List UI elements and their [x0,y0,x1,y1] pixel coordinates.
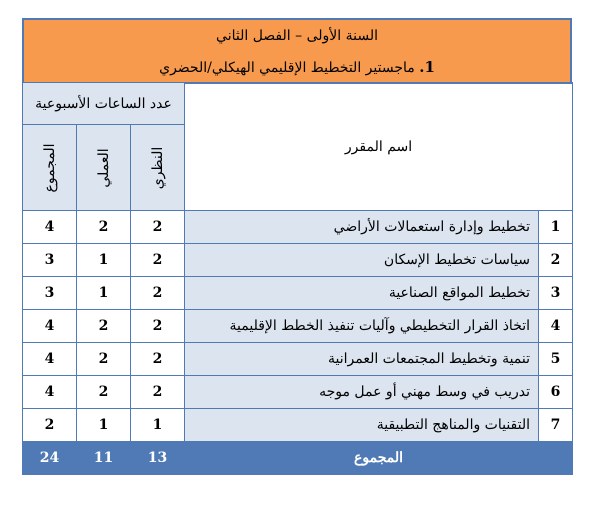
table-row [23,310,573,343]
row-total: 4 [23,376,77,409]
row-total: 2 [23,409,77,442]
practical-total: 11 [77,442,131,475]
row-total: 3 [23,277,77,310]
course-name-header: اسم المقرر [185,83,573,211]
row-theory: 2 [131,211,185,244]
row-practical: 1 [77,244,131,277]
table-row [23,376,573,409]
practical-column-header: العملي [77,125,131,211]
row-course-name: التقنيات والمناهج التطبيقية [185,409,539,442]
row-practical: 2 [77,376,131,409]
table-row [23,343,573,376]
row-index: 3 [539,277,573,310]
totals-row [23,442,573,475]
courses-table [22,82,573,475]
row-theory: 2 [131,310,185,343]
program-title [24,58,570,76]
table-row [23,211,573,244]
weekly-hours-header: عدد الساعات الأسبوعية [23,83,185,125]
table-row [23,277,573,310]
row-practical: 2 [77,343,131,376]
row-total: 4 [23,310,77,343]
row-course-name: تخطيط المواقع الصناعية [185,277,539,310]
row-index: 4 [539,310,573,343]
row-course-name: تنمية وتخطيط المجتمعات العمرانية [185,343,539,376]
semester-title: السنة الأولى – الفصل الثاني [216,28,378,44]
row-theory: 2 [131,277,185,310]
row-total: 4 [23,211,77,244]
grand-total: 24 [23,442,77,475]
theory-column-header: النظري [131,125,185,211]
row-course-name: تخطيط وإدارة استعمالات الأراضي [185,211,539,244]
row-index: 7 [539,409,573,442]
program-name: ماجستير التخطيط الإقليمي الهيكلي/الحضري [159,60,415,76]
row-index: 6 [539,376,573,409]
row-index: 5 [539,343,573,376]
row-practical: 1 [77,277,131,310]
table-row [23,244,573,277]
theory-total: 13 [131,442,185,475]
row-course-name: اتخاذ القرار التخطيطي وآليات تنفيذ الخطط الإقليمية [185,310,539,343]
table-row [23,409,573,442]
row-practical: 2 [77,310,131,343]
course-table-container [22,18,572,490]
row-theory: 2 [131,376,185,409]
row-course-name: سياسات تخطيط الإسكان [185,244,539,277]
row-index: 2 [539,244,573,277]
row-theory: 2 [131,343,185,376]
totals-label: المجموع [185,442,573,475]
program-number: 1. [419,58,435,76]
row-theory: 2 [131,244,185,277]
row-course-name: تدريب في وسط مهني أو عمل موجه [185,376,539,409]
row-theory: 1 [131,409,185,442]
row-practical: 1 [77,409,131,442]
row-total: 3 [23,244,77,277]
row-index: 1 [539,211,573,244]
semester-header [22,18,572,84]
total-column-header: المجموع [23,125,77,211]
row-practical: 2 [77,211,131,244]
row-total: 4 [23,343,77,376]
